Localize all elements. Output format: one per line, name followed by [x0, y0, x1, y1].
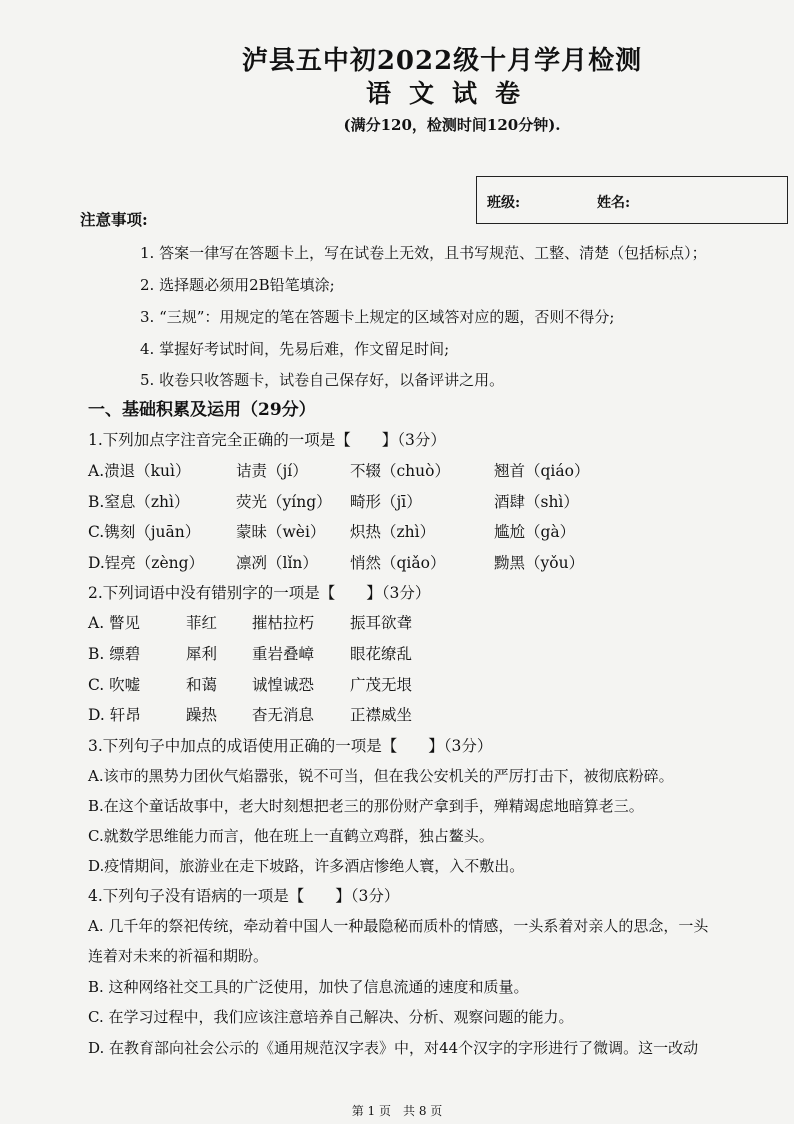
notice-item-1: 1. 答案一律写在答题卡上，写在试卷上无效，且书写规范、工整、清楚（包括标点）；: [140, 244, 707, 262]
q1-option-c: [88, 522, 788, 542]
page-footer: 第 1 页 共 8 页: [351, 1104, 443, 1118]
q2-b-word-3: 重岩叠嶂: [252, 645, 315, 663]
q2-d-word-4: 正襟威坐: [350, 706, 413, 724]
q2-b-word-1: B. 缥碧: [88, 645, 141, 663]
q2-d-word-2: 躁热: [186, 706, 218, 724]
q2-c-word-2: 和蔼: [186, 676, 218, 694]
q1-b-word-2: 荧光（yíng）: [236, 493, 332, 511]
q1-d-word-4: 黝黑（yǒu）: [494, 554, 585, 572]
q1-b-word-1: B.窒息（zhì）: [88, 493, 190, 511]
q1-option-d: [88, 553, 788, 573]
q1-c-word-1: C.镌刻（juān）: [88, 523, 201, 541]
q2-d-word-1: D. 轩昂: [88, 706, 141, 724]
q4-option-c: C. 在学习过程中，我们应该注意培养自己解决、分析、观察问题的能力。: [88, 1008, 574, 1026]
q2-b-word-4: 眼花缭乱: [350, 645, 413, 663]
name-label: 姓名:: [597, 195, 631, 211]
q2-option-d: [88, 705, 788, 725]
q2-stem: 2.下列词语中没有错别字的一项是【 】（3分）: [88, 584, 431, 602]
q2-d-word-3: 杳无消息: [252, 706, 315, 724]
student-info-box: [476, 176, 788, 224]
q2-option-b: [88, 644, 788, 664]
q2-b-word-2: 犀利: [186, 645, 218, 663]
q1-a-word-4: 翘首（qiáo）: [494, 462, 590, 480]
q1-d-word-3: 悄然（qiǎo）: [350, 554, 446, 572]
q2-a-word-4: 振耳欲聋: [350, 614, 413, 632]
q1-c-word-3: 炽热（zhì）: [350, 523, 436, 541]
exam-note: (满分120，检测时间120分钟).: [343, 116, 561, 134]
exam-subject: 语文试卷: [365, 79, 538, 108]
q2-a-word-2: 菲红: [186, 614, 218, 632]
class-label: 班级:: [487, 195, 521, 211]
q1-d-word-2: 凛冽（lǐn）: [236, 554, 318, 572]
q1-d-word-1: D.锃亮（zèng）: [88, 554, 205, 572]
q2-c-word-1: C. 吹嘘: [88, 676, 141, 694]
q1-option-b: [88, 492, 788, 512]
notice-item-3: 3. “三规”：用规定的笔在答题卡上规定的区域答对应的题，否则不得分;: [140, 308, 615, 326]
q2-option-c: [88, 675, 788, 695]
q3-option-b: B.在这个童话故事中，老大时刻想把老三的那份财产拿到手，殚精竭虑地暗算老三。: [88, 797, 644, 815]
q1-b-word-4: 酒肆（shì）: [494, 493, 579, 511]
q4-option-d: D. 在教育部向社会公示的《通用规范汉字表》中，对44个汉字的字形进行了微调。这一改动: [88, 1039, 699, 1057]
q1-stem: 1.下列加点字注音完全正确的一项是【 】（3分）: [88, 431, 446, 449]
section-1-title: 一、基础积累及运用（29分）: [88, 400, 316, 420]
notice-item-2: 2. 选择题必须用2B铅笔填涂;: [140, 276, 335, 294]
q4-stem: 4.下列句子没有语病的一项是【 】（3分）: [88, 887, 400, 905]
exam-title: 泸县五中初2022级十月学月检测: [241, 46, 643, 76]
q1-c-word-4: 尴尬（gà）: [494, 523, 576, 541]
q1-a-word-3: 不辍（chuò）: [350, 462, 450, 480]
q4-option-b: B. 这种网络社交工具的广泛使用，加快了信息流通的速度和质量。: [88, 978, 529, 996]
q3-option-d: D.疫情期间，旅游业在走下坡路，许多酒店惨绝人寰，入不敷出。: [88, 857, 525, 875]
q4-option-a-line-2: 连着对未来的祈福和期盼。: [88, 947, 269, 965]
q2-c-word-4: 广茂无垠: [350, 676, 413, 694]
q2-c-word-3: 诚惶诚恐: [252, 676, 315, 694]
q3-stem: 3.下列句子中加点的成语使用正确的一项是【 】（3分）: [88, 737, 493, 755]
q1-a-word-2: 诘责（jí）: [236, 462, 308, 480]
q1-option-a: [88, 461, 788, 481]
q2-option-a: [88, 613, 788, 633]
q2-a-word-3: 摧枯拉朽: [252, 614, 315, 632]
notice-title: 注意事项:: [80, 210, 148, 229]
notice-item-5: 5. 收卷只收答题卡，试卷自己保存好，以备评讲之用。: [140, 371, 505, 389]
q4-option-a-line-1: A. 几千年的祭祀传统，牵动着中国人一种最隐秘而质朴的情感，一头系着对亲人的思念，一头: [88, 917, 709, 935]
notice-item-4: 4. 掌握好考试时间，先易后难，作文留足时间;: [140, 340, 450, 358]
q3-option-c: C.就数学思维能力而言，他在班上一直鹤立鸡群，独占鳌头。: [88, 827, 494, 845]
q1-c-word-2: 蒙昧（wèi）: [236, 523, 326, 541]
q1-a-word-1: A.溃退（kuì）: [88, 462, 191, 480]
q1-b-word-3: 畸形（jī）: [350, 493, 422, 511]
q3-option-a: A.该市的黑势力团伙气焰嚣张，锐不可当，但在我公安机关的严厉打击下，被彻底粉碎。: [88, 767, 674, 785]
q2-a-word-1: A. 瞥见: [88, 614, 141, 632]
